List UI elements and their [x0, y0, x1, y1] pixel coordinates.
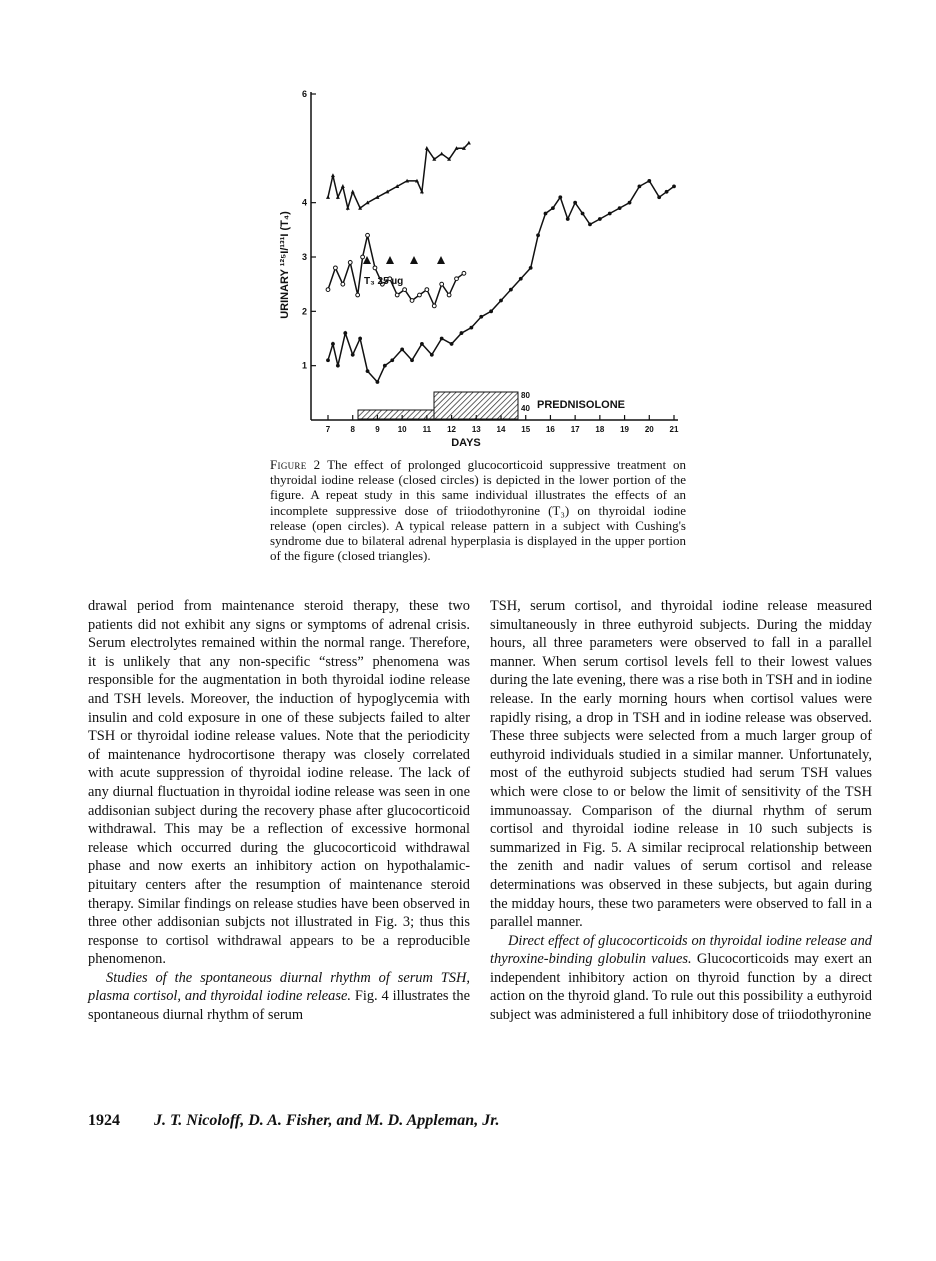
- data-point: [331, 342, 335, 346]
- data-point: [400, 347, 404, 351]
- x-tick-label: 19: [620, 425, 630, 434]
- t3-dose-arrows: [363, 256, 445, 264]
- data-point: [366, 369, 370, 373]
- series-line-1: [328, 143, 469, 208]
- data-point: [657, 195, 661, 199]
- data-point: [351, 353, 355, 357]
- right-paragraph-2: [490, 932, 872, 1025]
- y-tick-label: 3: [301, 252, 307, 262]
- x-tick-label: 13: [471, 425, 481, 434]
- data-point: [608, 212, 612, 216]
- y-tick-label: 6: [301, 89, 307, 99]
- data-point: [455, 277, 459, 281]
- data-point: [341, 184, 345, 188]
- data-point: [334, 266, 338, 270]
- footer-authors: J. T. Nicoloff, D. A. Fisher, and M. D. Appleman, Jr.: [154, 1112, 500, 1129]
- figure-caption: [270, 457, 686, 563]
- data-point: [418, 293, 422, 297]
- data-point: [462, 271, 466, 275]
- data-point: [358, 337, 362, 341]
- x-tick-label: 18: [595, 425, 605, 434]
- prednisolone-bar-40: [358, 410, 434, 419]
- page-footer: [88, 1112, 500, 1130]
- y-tick-label: 2: [301, 306, 307, 317]
- data-point: [343, 331, 347, 335]
- data-point: [536, 233, 540, 237]
- data-point: [336, 364, 340, 368]
- data-point: [638, 184, 642, 188]
- x-tick-label: 14: [496, 425, 506, 434]
- right-paragraph-2-text: Glucocorticoids may exert an independent inhibitory action on thyroid function by a direct action on the thyroid gland. To rule out this possibility a euthyroid subject was administered a full inhibitory dose of triiodothyronine: [490, 951, 872, 1024]
- page-number: 1924: [88, 1112, 120, 1129]
- data-point: [430, 353, 434, 357]
- data-point: [467, 141, 471, 145]
- data-point: [581, 212, 585, 216]
- x-tick-label: 9: [375, 425, 380, 434]
- x-tick-label: 10: [397, 425, 407, 434]
- x-tick-label: 16: [545, 425, 555, 434]
- caption-text: The effect of prolonged glucocorticoid suppressive treatment on thyroidal iodine release (closed circles) is depicted in the lower portion of the figure. A repeat study in this same individual illustrates the effects of an incomplete suppressive dose of triiodothyronine (T₃) on thyroidal iodine release (open circles). A typical release pattern in a subject with Cushing's syndrome due to bilateral adrenal hyperplasia is displayed in the upper portion of the figure (closed triangles).: [270, 457, 686, 564]
- y-tick-label: 1: [301, 360, 307, 371]
- data-point: [440, 152, 444, 156]
- data-point: [519, 277, 523, 281]
- data-point: [573, 201, 577, 205]
- data-point: [420, 342, 424, 346]
- x-tick-label: 11: [422, 425, 432, 434]
- data-point: [558, 195, 562, 199]
- data-point: [366, 233, 370, 237]
- data-point: [499, 299, 503, 303]
- section-heading-direct-effect: Direct effect of glucocorticoids on thyroidal iodine release and thyroxine-binding globulin values.: [490, 932, 872, 968]
- data-point: [331, 173, 335, 177]
- data-point: [665, 190, 669, 194]
- left-column: [88, 597, 470, 1025]
- x-tick-label: 8: [350, 425, 355, 434]
- data-point: [383, 364, 387, 368]
- data-point: [410, 358, 414, 362]
- left-paragraph-2-text: Fig. 4 illustrates the spontaneous diurnal rhythm of serum: [88, 988, 470, 1024]
- data-point: [376, 380, 380, 384]
- data-point: [447, 293, 451, 297]
- data-point: [361, 255, 365, 259]
- caption-label: Figure 2: [270, 457, 321, 472]
- figure-2-chart: [270, 80, 690, 455]
- data-point: [440, 282, 444, 286]
- y-axis-label: URINARY ¹²⁵I/¹³¹I (T₄): [279, 211, 291, 319]
- data-point: [395, 293, 399, 297]
- data-point: [425, 146, 429, 150]
- prednisolone-label: PREDNISOLONE: [537, 399, 626, 411]
- left-paragraph-2: [88, 969, 470, 1025]
- dose-label-80: 80: [521, 391, 530, 400]
- data-point: [509, 288, 513, 292]
- data-point: [440, 337, 444, 341]
- data-point: [403, 288, 407, 292]
- data-point: [460, 331, 464, 335]
- data-point: [588, 223, 592, 227]
- data-point: [618, 206, 622, 210]
- data-point: [326, 358, 330, 362]
- dose-label-40: 40: [521, 404, 530, 413]
- data-point: [647, 179, 651, 183]
- data-point: [356, 293, 360, 297]
- data-point: [672, 184, 676, 188]
- prednisolone-bar-80: [434, 392, 518, 419]
- data-point: [489, 309, 493, 313]
- data-point: [432, 304, 436, 308]
- y-tick-label: 4: [301, 197, 307, 208]
- x-tick-label: 7: [325, 425, 331, 434]
- data-point: [326, 195, 330, 199]
- data-point: [425, 288, 429, 292]
- data-point: [566, 217, 570, 221]
- data-point: [390, 358, 394, 362]
- x-tick-label: 12: [447, 425, 457, 434]
- data-point: [326, 288, 330, 292]
- x-tick-label: 15: [521, 425, 531, 434]
- t3-dose-label: T₃ 25 µg: [364, 276, 404, 287]
- x-tick-label: 21: [669, 425, 679, 434]
- data-point: [628, 201, 632, 205]
- data-point: [410, 299, 414, 303]
- right-column: [490, 597, 872, 1025]
- data-point: [529, 266, 533, 270]
- data-point: [351, 190, 355, 194]
- section-heading-diurnal: Studies of the spontaneous diurnal rhythm of serum TSH, plasma cortisol, and thyroidal iodine release.: [88, 969, 470, 1005]
- data-point: [341, 282, 345, 286]
- data-point: [469, 326, 473, 330]
- data-point: [598, 217, 602, 221]
- data-point: [348, 261, 352, 265]
- data-point: [346, 206, 350, 210]
- data-point: [544, 212, 548, 216]
- data-point: [450, 342, 454, 346]
- x-tick-label: 20: [644, 425, 654, 434]
- left-paragraph-1: drawal period from maintenance steroid therapy, these two patients did not exhibit any signs or symptoms of adrenal crisis. Serum electrolytes remained within the normal range. Therefore, it is unlikely that any non-specific “stress” phenomena was responsible for the augmentation in both thyroidal iodine release and TSH levels. Moreover, the induction of hypoglycemia with insulin and cold exposure in one of these subjects failed to alter TSH or thyroidal iodine release values. Note that the periodicity of maintenance hydrocortisone therapy was closely correlated with acute suppression of thyroidal iodine release. The lack of any diurnal fluctuation in thyroidal iodine release was seen in one addisonian subject during the recovery phase after glucocorticoid withdrawal. This may be a reflection of excessive hormonal release which occurred during the glucocorticoid withdrawal phase and now exerts an inhibitory action on hypothalamic-pituitary centers after the resumption of maintenance steroid therapy. Similar findings on release studies have been observed in three other addisonian subjcts not illustrated in Fig. 3; thus this response to cortisol withdrawal appears to be a reproducible phenomenon.: [88, 598, 470, 968]
- data-point: [373, 266, 377, 270]
- data-point: [551, 206, 555, 210]
- right-paragraph-1: TSH, serum cortisol, and thyroidal iodine release measured simultaneously in three euthyroid subjects. During the midday hours, all three parameters were observed to fall in a parallel manner. When serum cortisol levels fell to their lowest values during the late evening, there was a rise both in TSH and in iodine release. In the early morning hours when cortisol values were rapidly rising, a drop in TSH and in iodine release was observed. These three subjects were selected from a much larger group of euthyroid individuals studied in a similar manner. Unfortunately, most of the euthyroid subjects studied had serum TSH values which were close to or below the limit of sensitivity of the TSH immunoassay. Comparison of the diurnal rhythm of serum cortisol and thyroidal iodine release in 10 such subjects is summarized in Fig. 5. A similar reciprocal relationship between the zenith and nadir values of serum cortisol and release determinations was observed in these subjects, but again during the midday hours, these two parameters were observed to fall in a parallel manner.: [490, 598, 872, 931]
- data-point: [479, 315, 483, 319]
- x-tick-label: 17: [570, 425, 580, 434]
- x-axis-label: DAYS: [451, 437, 481, 449]
